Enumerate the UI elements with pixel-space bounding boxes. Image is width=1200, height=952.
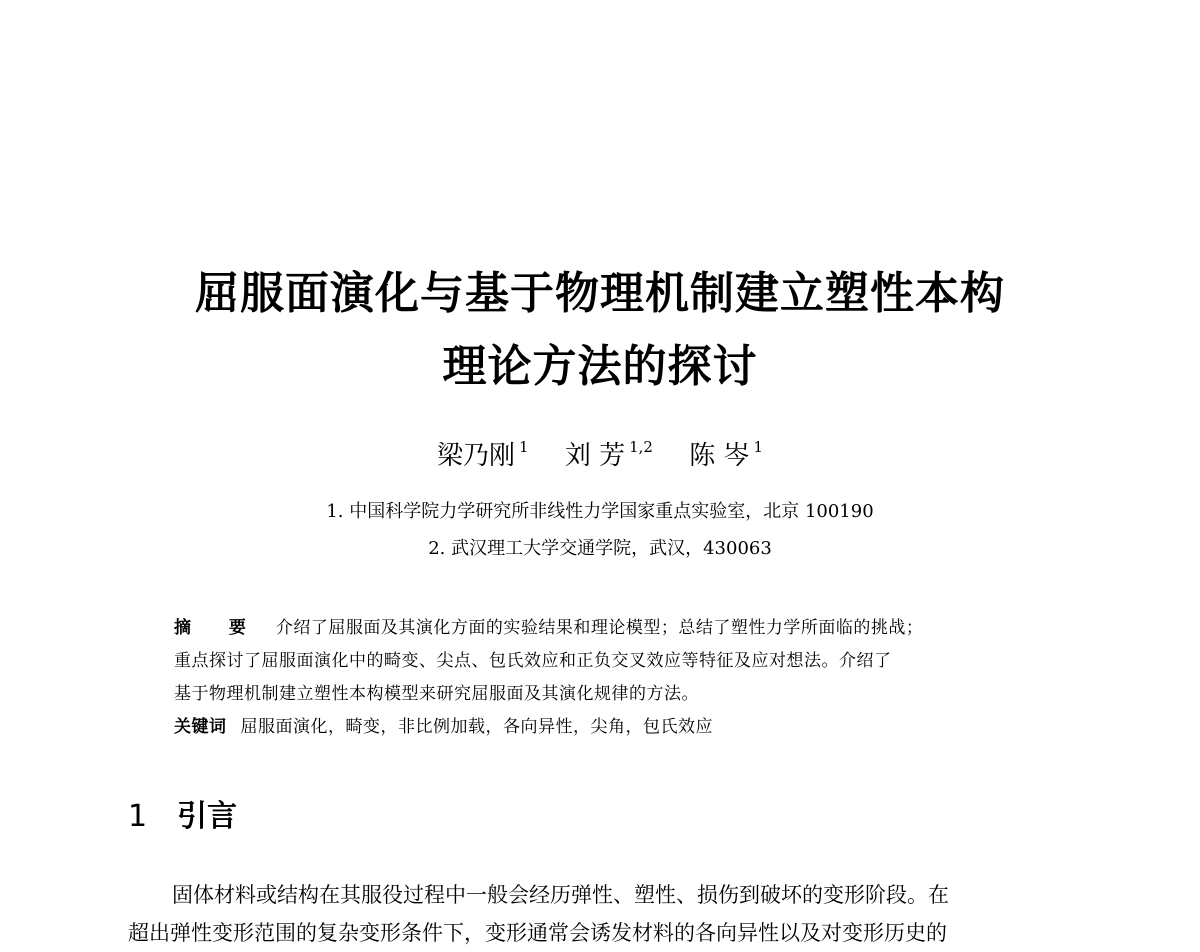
affiliation-1: 1. 中国科学院力学研究所非线性力学国家重点实验室，北京 100190 xyxy=(326,501,874,522)
author-affiliation-mark: 1 xyxy=(753,438,764,456)
body-line-2: 超出弹性变形范围的复杂变形条件下，变形通常会诱发材料的各向异性以及对变形历史的 xyxy=(128,921,947,945)
author-name: 梁乃刚 xyxy=(436,441,515,471)
paper-title-line-1: 屈服面演化与基于物理机制建立塑性本构 xyxy=(195,268,1005,319)
author-name: 陈 岑 xyxy=(689,441,750,471)
abstract-line-3: 基于物理机制建立塑性本构模型来研究屈服面及其演化规律的方法。 xyxy=(174,684,699,704)
section-number: 1 xyxy=(128,799,148,834)
author-list xyxy=(0,440,1200,469)
author-1 xyxy=(436,438,529,471)
keywords-label: 关键词 xyxy=(174,717,227,737)
keywords-text: 屈服面演化，畸变，非比例加载，各向异性，尖角，包氏效应 xyxy=(240,717,713,737)
abstract-line-1 xyxy=(174,612,1054,645)
keywords-line xyxy=(174,711,1054,744)
paper-title-line-2: 理论方法的探讨 xyxy=(442,341,758,392)
author-2 xyxy=(564,438,653,471)
abstract-line-2: 重点探讨了屈服面演化中的畸变、尖点、包氏效应和正负交叉效应等特征及应对想法。介绍了 xyxy=(174,651,892,671)
section-heading xyxy=(128,799,238,834)
abstract-text: 介绍了屈服面及其演化方面的实验结果和理论模型；总结了塑性力学所面临的挑战； xyxy=(275,618,924,638)
section-title: 引言 xyxy=(177,799,238,834)
abstract-label: 摘 要 xyxy=(174,618,262,638)
abstract-block xyxy=(174,612,1054,744)
author-affiliation-mark: 1,2 xyxy=(629,438,653,456)
author-affiliation-mark: 1 xyxy=(519,438,529,456)
author-3 xyxy=(689,438,764,471)
body-paragraph xyxy=(128,876,1068,952)
affiliation-2: 2. 武汉理工大学交通学院，武汉，430063 xyxy=(428,538,772,559)
author-name: 刘 芳 xyxy=(564,441,626,471)
body-line-1: 固体材料或结构在其服役过程中一般会经历弹性、塑性、损伤到破坏的变形阶段。在 xyxy=(172,883,949,907)
